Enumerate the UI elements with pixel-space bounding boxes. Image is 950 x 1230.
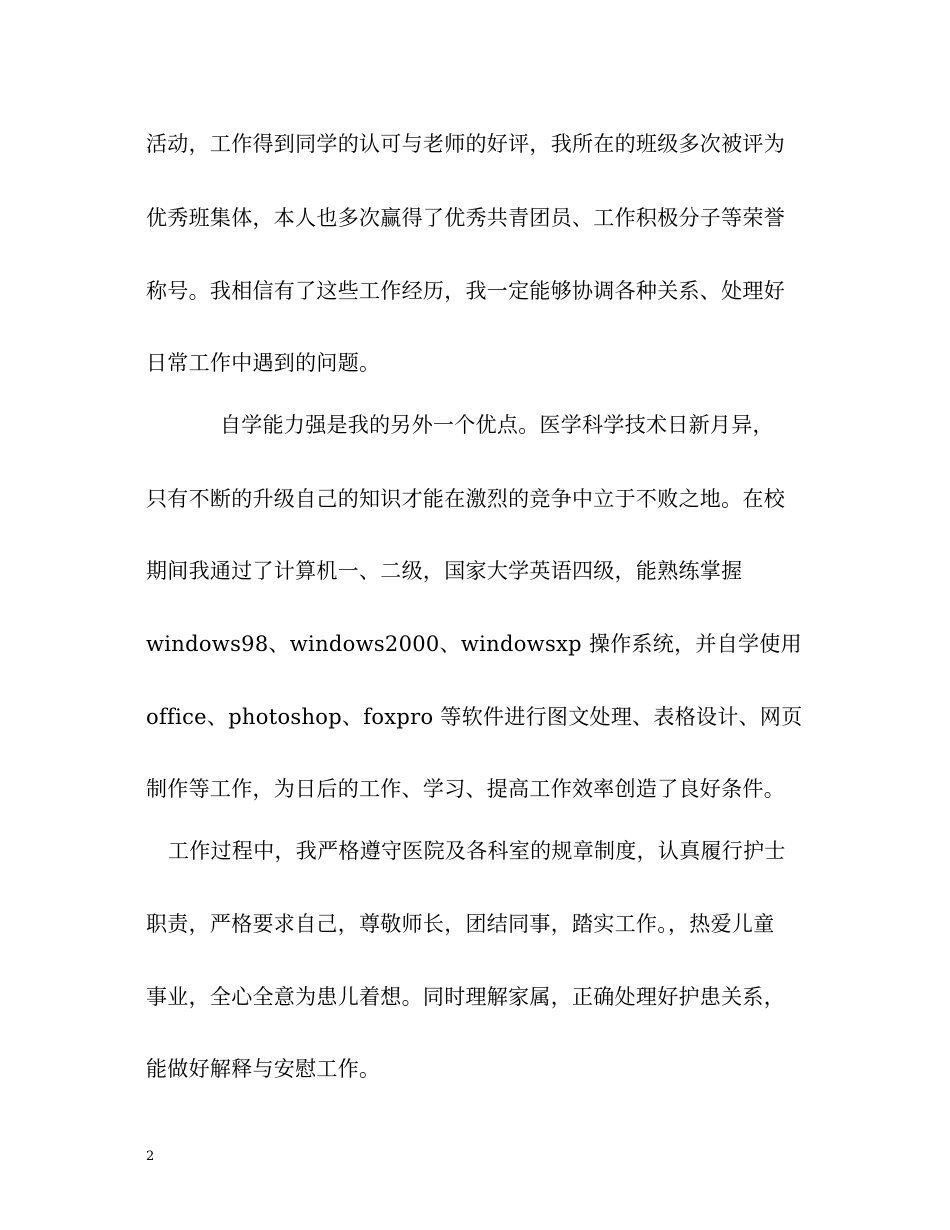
text-line: 活动，工作得到同学的认可与老师的好评，我所在的班级多次被评为 [146, 132, 785, 156]
paragraph-first-line: 自学能力强是我的另外一个优点。医学科学技术日新月异， [220, 413, 774, 437]
page-number: 2 [146, 1149, 155, 1164]
text-line: 期间我通过了计算机一、二级，国家大学英语四级，能熟练掌握 [146, 559, 743, 583]
text-line: 能做好解释与安慰工作。 [146, 1057, 381, 1081]
text-line: 制作等工作，为日后的工作、学习、提高工作效率创造了良好条件。 [146, 777, 785, 801]
text-line: office、photoshop、foxpro 等软件进行图文处理、表格设计、网页 [146, 705, 803, 729]
text-line: windows98、windows2000、windowsxp 操作系统，并自学使用 [146, 632, 802, 656]
text-line: 日常工作中遇到的问题。 [146, 351, 381, 375]
paragraph-first-line: 工作过程中，我严格遵守医院及各科室的规章制度，认真履行护士 [168, 839, 786, 863]
text-line: 称号。我相信有了这些工作经历，我一定能够协调各种关系、处理好 [146, 279, 785, 303]
text-line: 优秀班集体，本人也多次赢得了优秀共青团员、工作积极分子等荣誉 [146, 206, 785, 230]
text-line: 事业，全心全意为患儿着想。同时理解家属，正确处理好护患关系， [146, 985, 785, 1009]
text-line: 只有不断的升级自己的知识才能在激烈的竞争中立于不败之地。在校 [146, 487, 785, 511]
text-line: 职责，严格要求自己，尊敬师长，团结同事，踏实工作。，热爱儿童 [146, 912, 775, 936]
